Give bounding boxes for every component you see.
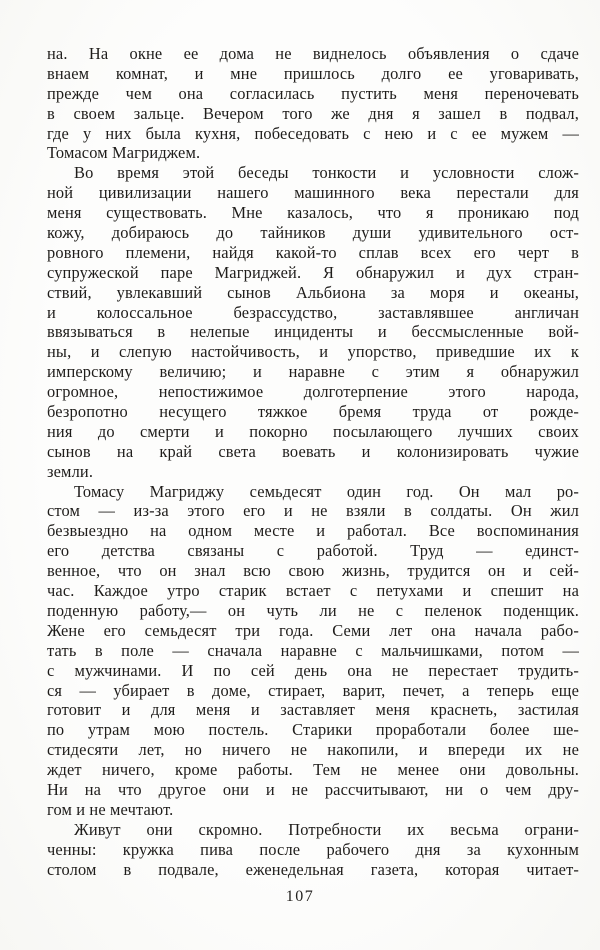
text-line: прежде чем она согласилась пустить меня переночевать [47, 83, 579, 103]
text-line: сынов на край света воевать и колонизировать чужие [47, 441, 579, 461]
text-line: Живут они скромно. Потребности их весьма ограни- [74, 819, 579, 839]
text-line: в своем зальце. Вечером того же дня я зашел в подвал, [47, 103, 579, 123]
text-line: ровного племени, найдя какой-то сплав всех его черт в [47, 242, 579, 262]
paragraph [47, 482, 579, 820]
text-line: ны, и слепую настойчивость, и упорство, приведшие их к [47, 342, 579, 362]
text-line: ния до смерти и покорно посылающего лучших своих [47, 421, 579, 441]
text-line: гом и не мечтают. [47, 799, 174, 819]
text-line: готовит и для меня и заставляет меня краснеть, застилая [47, 700, 579, 720]
text-line: безвыездно на одном месте и работал. Все воспоминания [47, 521, 579, 541]
text-line: стом — из-за этого его и не взяли в солдаты. Он жил [47, 501, 579, 521]
text-line: ствий, увлекавший сынов Альбиона за моря и океаны, [47, 282, 579, 302]
text-line: супружеской паре Магриджей. Я обнаружил и дух стран- [47, 262, 579, 282]
text-line: безропотно несущего тяжкое бремя труда от рожде- [47, 402, 579, 422]
text-line: ся — убирает в доме, стирает, варит, печет, а теперь еще [47, 680, 579, 700]
text-line: с мужчинами. И по сей день она не перестает трудить- [47, 660, 579, 680]
text-line: венное, что он знал всю свою жизнь, трудится он и сей- [47, 561, 579, 581]
text-line: ввязываться в нелепые инциденты и бессмысленные вой- [47, 322, 579, 342]
text-line: имперскому величию; и наравне с этим я обнаружил [47, 362, 579, 382]
text-line: земли. [47, 461, 94, 481]
text-line: столом в подвале, еженедельная газета, которая читает- [47, 859, 579, 879]
page-number: 107 [285, 888, 315, 905]
text-line: ченны: кружка пива после рабочего дня за кухонным [47, 839, 579, 859]
text-line: на. На окне ее дома не виднелось объявления о сдаче [47, 44, 579, 63]
text-line: внаем комнат, и мне пришлось долго ее уговаривать, [47, 63, 579, 83]
paragraph [47, 820, 579, 880]
text-line: его детства связаны с работой. Труд — единст- [47, 541, 579, 561]
text-line: ной цивилизации нашего машинного века перестали для [47, 183, 579, 203]
text-line: и колоссальное безрассудство, заставлявшее англичан [47, 302, 579, 322]
text-line: где у них была кухня, побеседовать с нею и с ее мужем — [47, 123, 579, 143]
text-line: Ни на что другое они и не рассчитывают, ни о чем дру- [47, 779, 579, 799]
text-block [47, 44, 579, 879]
text-line: Жене его семьдесят три года. Семи лет она начала рабо- [47, 620, 579, 640]
paragraph [47, 44, 579, 163]
text-line: огромное, непостижимое долготерпение этого народа, [47, 382, 579, 402]
text-line: кожу, добираюсь до тайников души удивительного ост- [47, 223, 579, 243]
text-line: меня существовать. Мне казалось, что я проникаю под [47, 203, 579, 223]
text-line: Томасу Магриджу семьдесят один год. Он мал ро- [74, 481, 579, 501]
text-line: по утрам мою постель. Старики проработали более ше- [47, 720, 579, 740]
text-line: час. Каждое утро старик встает с петухами и спешит на [47, 581, 579, 601]
paragraph [47, 163, 579, 481]
text-line: ждет ничего, кроме работы. Тем не менее они довольны. [47, 760, 579, 780]
text-line: поденную работу,— он чуть ли не с пеленок поденщик. [47, 600, 579, 620]
text-line: Томасом Магриджем. [47, 143, 201, 163]
text-line: тать в поле — сначала наравне с мальчишками, потом — [47, 640, 579, 660]
text-line: Во время этой беседы тонкости и условности слож- [74, 163, 579, 183]
text-line: стидесяти лет, но ничего не накопили, и впереди их не [47, 740, 579, 760]
